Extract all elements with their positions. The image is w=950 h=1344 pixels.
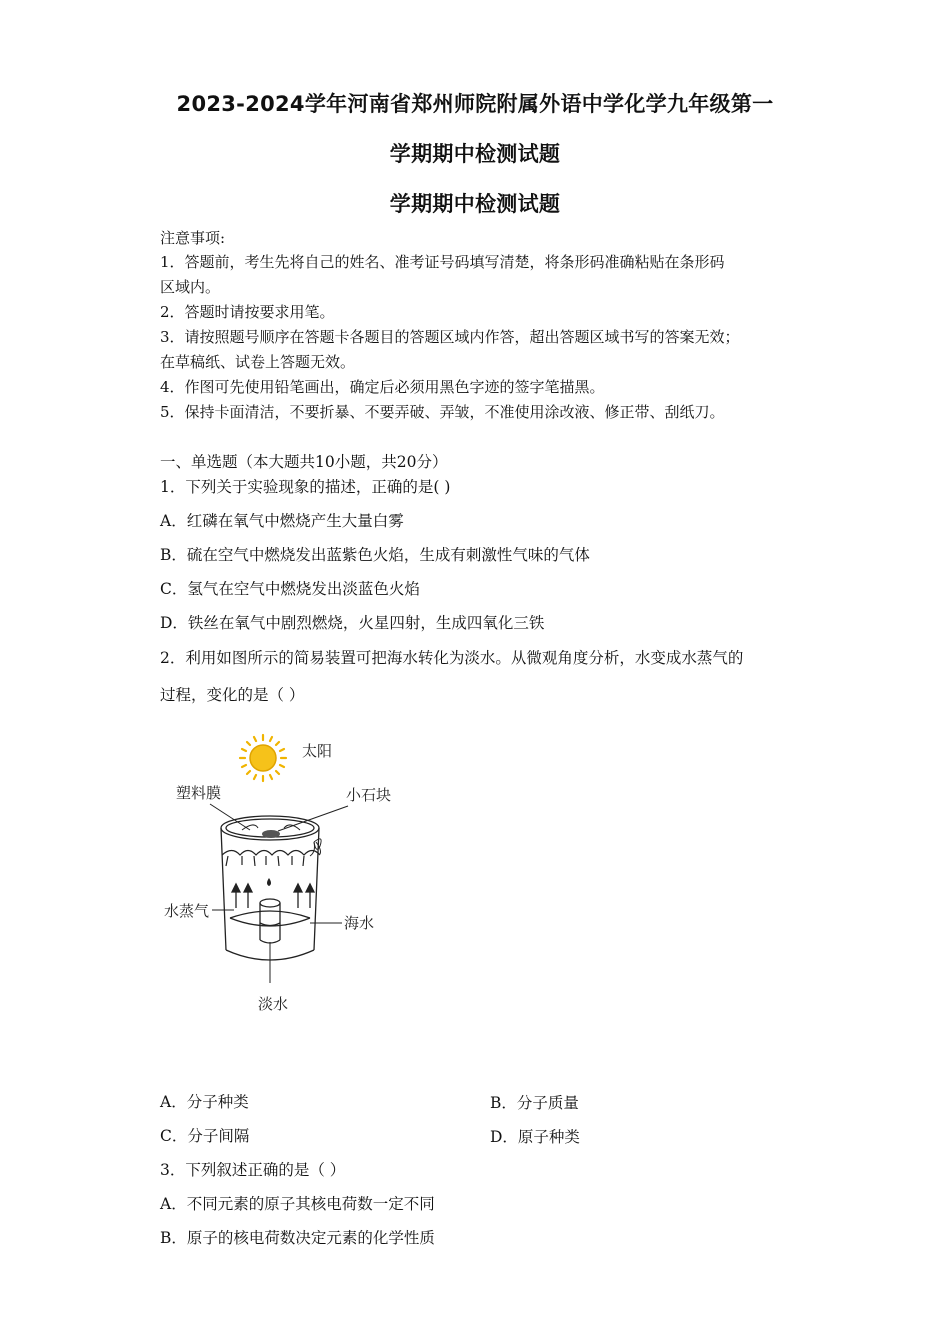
- notice-item: 3．请按照题号顺序在答题卡各题目的答题区域内作答，超出答题区域书写的答案无效；: [160, 328, 740, 346]
- question-2-option-d[interactable]: D．原子种类: [490, 1128, 580, 1146]
- section-heading: 一、单选题（本大题共10小题，共20分）: [160, 453, 448, 471]
- question-1-stem: 1．下列关于实验现象的描述，正确的是( ): [160, 478, 451, 496]
- question-1-option-d[interactable]: D．铁丝在氧气中剧烈燃烧，火星四射，生成四氧化三铁: [160, 614, 545, 632]
- notice-item: 区域内。: [160, 278, 221, 296]
- pointer-film: [210, 804, 250, 830]
- question-3-option-a[interactable]: A．不同元素的原子其核电荷数一定不同: [160, 1195, 435, 1213]
- label-fresh-water: 淡水: [258, 995, 289, 1013]
- question-2-option-b[interactable]: B．分子质量: [490, 1094, 579, 1112]
- question-2-stem-line-1: 2．利用如图所示的简易装置可把海水转化为淡水。从微观角度分析，水变成水蒸气的: [160, 649, 744, 667]
- fresh-water-cup: [260, 899, 280, 943]
- question-3-option-b[interactable]: B．原子的核电荷数决定元素的化学性质: [160, 1229, 435, 1247]
- question-2-option-a[interactable]: A．分子种类: [160, 1093, 249, 1111]
- condensation-droplets: [222, 851, 320, 867]
- water-drop-icon: [267, 878, 271, 886]
- label-seawater: 海水: [344, 914, 375, 932]
- question-1-option-a[interactable]: A．红磷在氧气中燃烧产生大量白雾: [160, 512, 404, 530]
- question-1-option-c[interactable]: C．氢气在空气中燃烧发出淡蓝色火焰: [160, 580, 420, 598]
- notice-item: 在草稿纸、试卷上答题无效。: [160, 353, 356, 371]
- question-3-stem: 3．下列叙述正确的是（ ）: [160, 1161, 346, 1179]
- label-plastic-film: 塑料膜: [176, 784, 222, 802]
- tie-bow-icon: [310, 839, 321, 856]
- notice-item: 2．答题时请按要求用笔。: [160, 303, 335, 321]
- exam-title-line-3: 学期期中检测试题: [389, 192, 561, 216]
- label-small-stone: 小石块: [346, 786, 392, 804]
- sun-icon: [240, 735, 286, 781]
- question-2-option-c[interactable]: C．分子间隔: [160, 1127, 250, 1145]
- notice-item: 5．保持卡面清洁，不要折暴、不要弄破、弄皱，不准使用涂改液、修正带、刮纸刀。: [160, 403, 725, 421]
- label-sun: 太阳: [302, 742, 333, 760]
- notice-heading: 注意事项:: [160, 229, 226, 247]
- question-2-stem-line-2: 过程，变化的是（ ）: [160, 686, 305, 704]
- stone-icon: [262, 830, 280, 838]
- label-water-vapor: 水蒸气: [164, 902, 210, 920]
- vapor-arrows: [232, 884, 314, 908]
- exam-title-line-2: 学期期中检测试题: [389, 142, 561, 166]
- question-1-option-b[interactable]: B．硫在空气中燃烧发出蓝紫色火焰，生成有刺激性气味的气体: [160, 546, 590, 564]
- pointer-stone: [278, 806, 348, 831]
- exam-title-line-1: 2023-2024学年河南省郑州师院附属外语中学化学九年级第一: [176, 92, 774, 116]
- notice-item: 4．作图可先使用铅笔画出，确定后必须用黑色字迹的签字笔描黑。: [160, 378, 605, 396]
- desalination-diagram: [158, 718, 408, 1018]
- notice-item: 1．答题前，考生先将自己的姓名、准考证号码填写清楚，将条形码准确粘贴在条形码: [160, 253, 725, 271]
